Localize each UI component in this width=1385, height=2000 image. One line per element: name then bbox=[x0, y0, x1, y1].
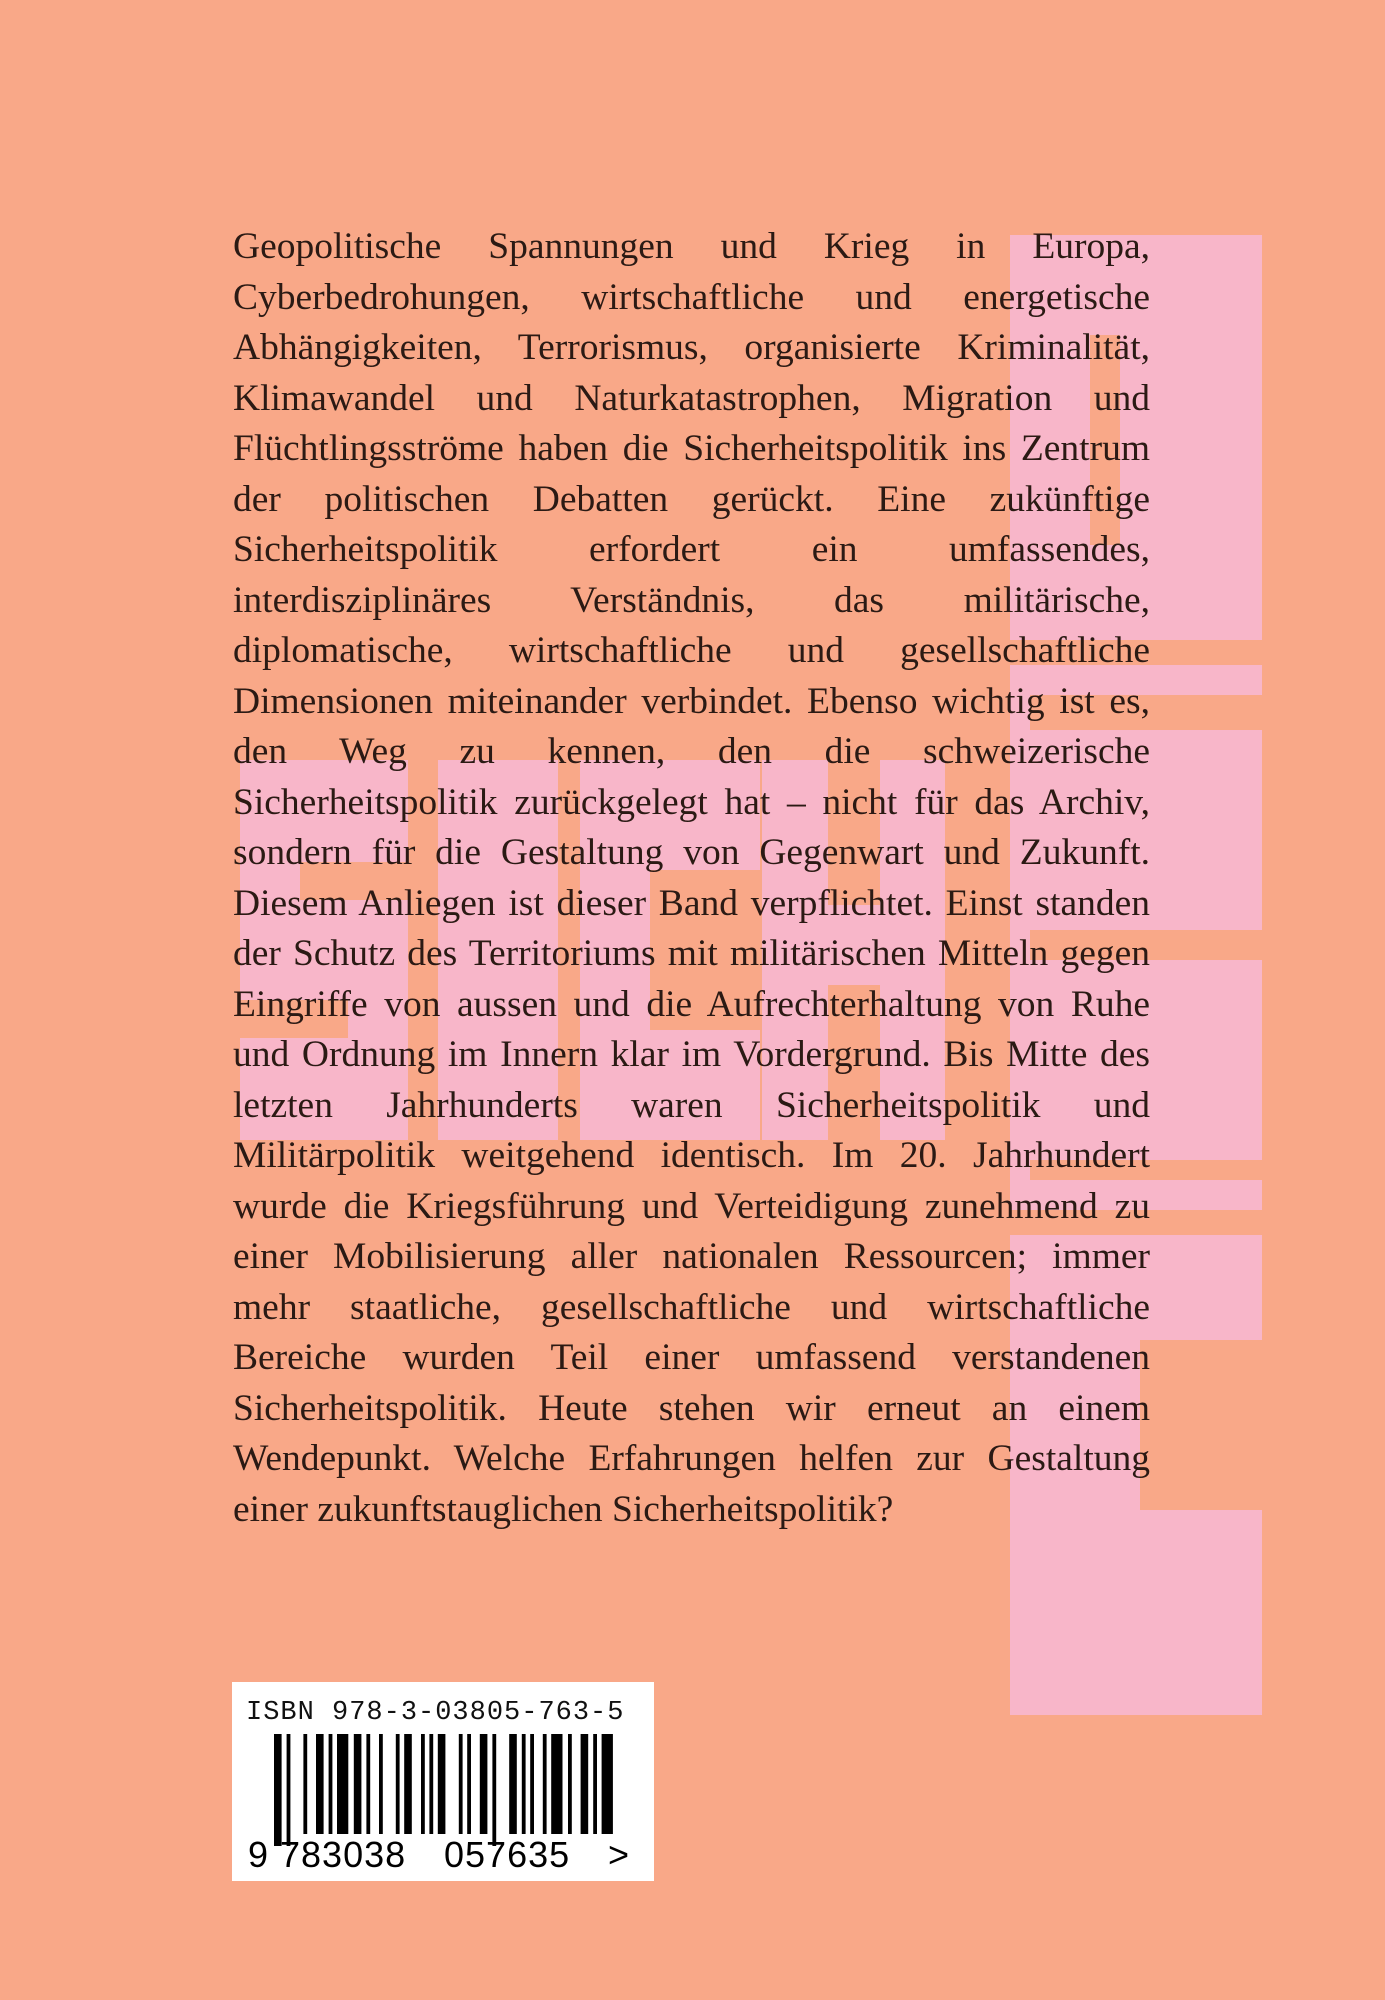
barcode-bar bbox=[379, 1734, 383, 1834]
barcode-arrow: > bbox=[608, 1834, 630, 1874]
barcode-bar bbox=[366, 1734, 370, 1834]
blurb-paragraph: Geopolitische Spannungen und Krieg in Europa, Cyberbedrohungen, wirtschaftliche und energetische Abhängigkeiten, Terrorismus, organisierte Kriminalität, Klimawandel und Naturkatastrophen, Migration und Flüchtlingsströme haben die Sicherheitspolitik ins Zentrum der politischen Debatten gerückt. Eine zukünftige Sicherheitspolitik erfordert ein umfassendes, interdisziplinäres Verständnis, das militärische, diplomatische, wirtschaftliche und gesellschaftliche Dimensionen miteinander verbindet. Ebenso wichtig ist es, den Weg zu kennen, den die schweizerische Sicherheitspolitik zurückgelegt hat – nicht für das Archiv, sondern für die Gestaltung von Gegenwart und Zukunft. Diesem Anliegen ist dieser Band verpflichtet. Einst standen der Schutz des Territoriums mit militärischen Mitteln gegen Eingriffe von aussen und die Aufrechterhaltung von Ruhe und Ordnung im Innern klar im Vordergrund. Bis Mitte des letzten Jahrhunderts waren Sicherheitspolitik und Militärpolitik weitgehend identisch. Im 20. Jahrhundert wurde die Kriegsführung und Verteidigung zunehmend zu einer Mobilisierung aller nationalen Ressourcen; immer mehr staatliche, gesellschaftliche und wirtschaftliche Bereiche wurden Teil einer umfassend verstandenen Sicherheitspolitik. Heute stehen wir erneut an einem Wendepunkt. Welche Erfahrungen helfen zur Gestaltung einer zukunftstauglichen Sicherheitspolitik? bbox=[233, 226, 1150, 1530]
blurb-text bbox=[233, 222, 1150, 1535]
barcode-bar bbox=[492, 1734, 496, 1846]
barcode bbox=[248, 1734, 638, 1874]
barcode-bar bbox=[593, 1734, 597, 1834]
barcode-bar bbox=[551, 1734, 562, 1834]
barcode-bar bbox=[354, 1734, 362, 1834]
barcode-bar bbox=[602, 1734, 613, 1834]
barcode-bar bbox=[429, 1734, 433, 1834]
barcode-bar bbox=[467, 1734, 471, 1834]
barcode-bar bbox=[530, 1734, 534, 1834]
barcode-bar bbox=[509, 1734, 517, 1834]
barcode-bar bbox=[543, 1734, 547, 1834]
barcode-bar bbox=[459, 1734, 463, 1834]
barcode-bar bbox=[421, 1734, 425, 1834]
barcode-bar bbox=[438, 1734, 446, 1834]
barcode-bar bbox=[316, 1734, 324, 1834]
barcode-bar bbox=[404, 1734, 412, 1834]
barcode-bar bbox=[568, 1734, 572, 1834]
barcode-bar bbox=[303, 1734, 307, 1834]
barcode-bar bbox=[396, 1734, 400, 1834]
barcode-bar bbox=[337, 1734, 348, 1834]
barcode-bar bbox=[581, 1734, 589, 1834]
barcode-bar bbox=[480, 1734, 488, 1834]
barcode-bar bbox=[287, 1734, 291, 1846]
barcode-bar bbox=[329, 1734, 333, 1834]
isbn-barcode-box bbox=[232, 1682, 654, 1881]
barcode-bar bbox=[274, 1734, 282, 1846]
barcode-left-digits: 783038 bbox=[280, 1834, 407, 1874]
isbn-label: ISBN 978-3-03805-763-5 bbox=[246, 1698, 625, 1728]
barcode-bar bbox=[522, 1734, 526, 1834]
barcode-right-digits: 057635 bbox=[444, 1834, 571, 1874]
barcode-prefix-digit: 9 bbox=[248, 1834, 269, 1874]
